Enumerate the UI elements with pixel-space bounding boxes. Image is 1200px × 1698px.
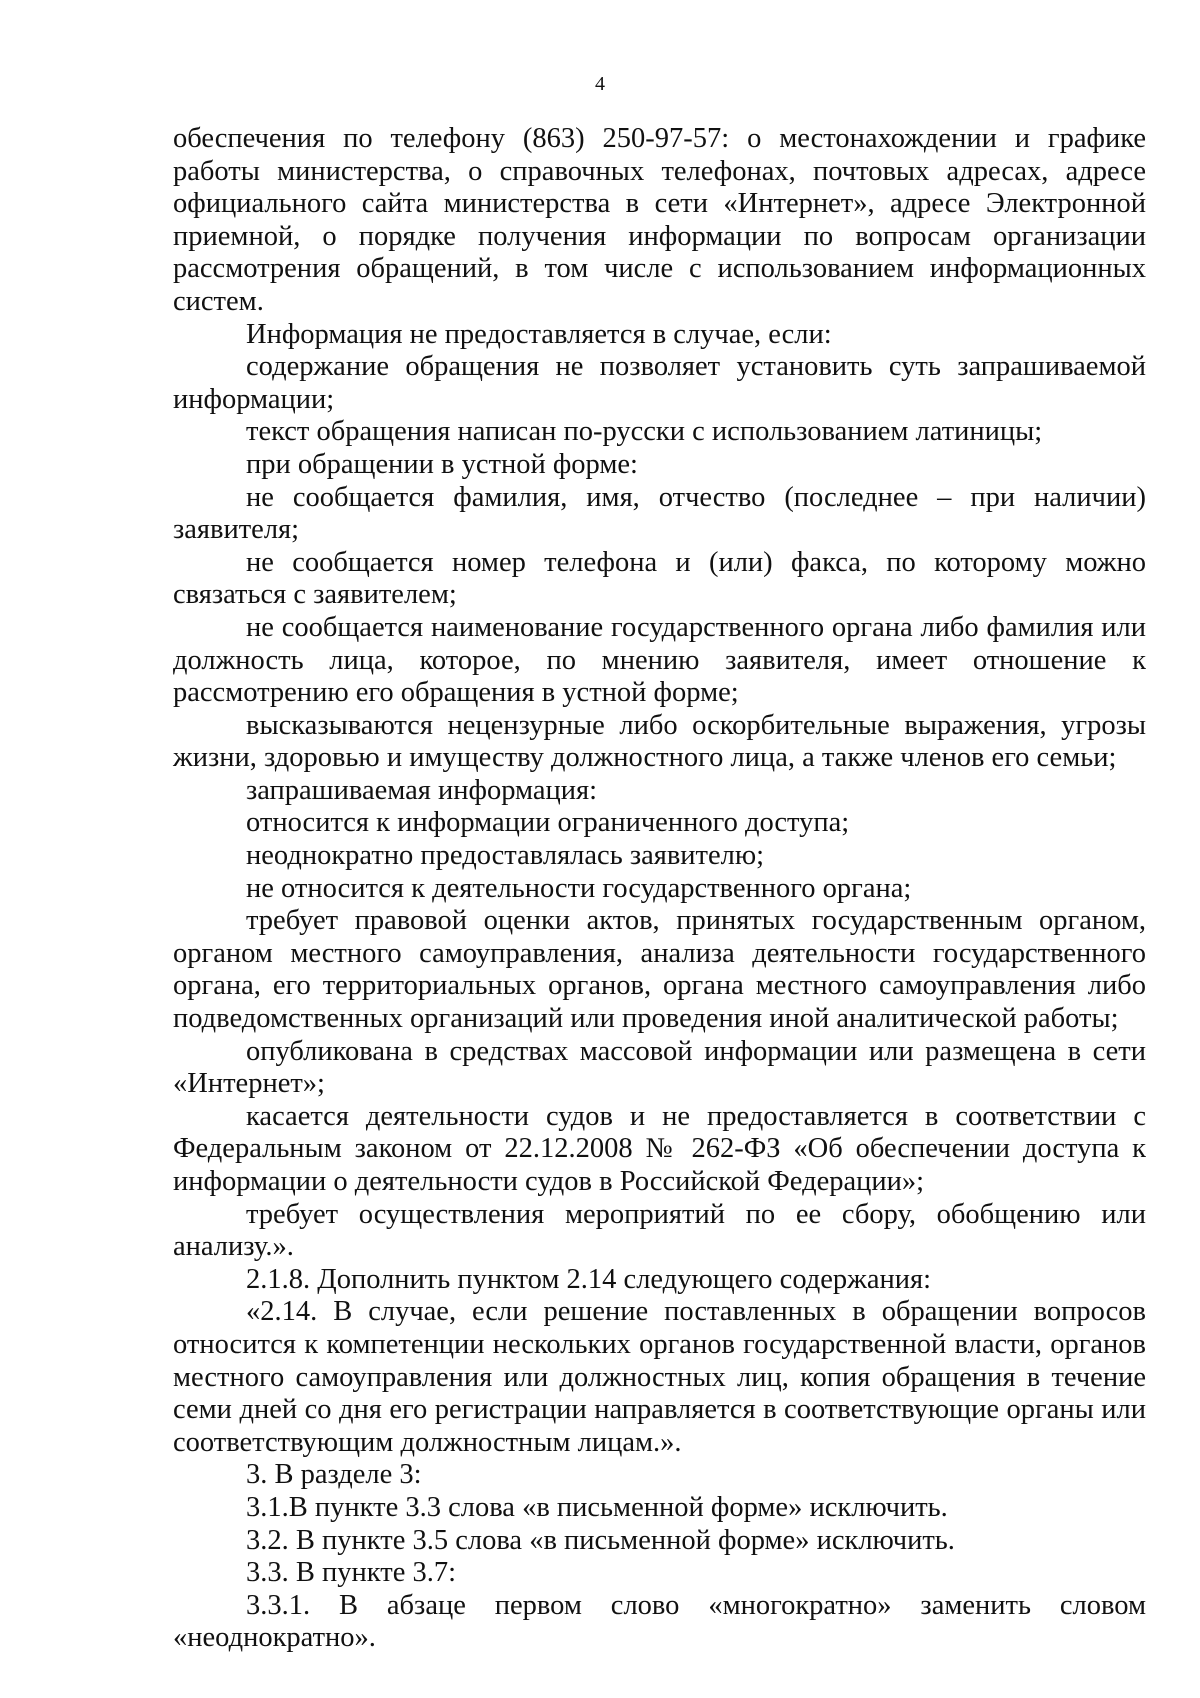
paragraph-offensive-language: высказываются нецензурные либо оскорбительные выражения, угрозы жизни, здоровью и имуществу должностного лица, а также членов его семьи; — [173, 709, 1146, 774]
paragraph-clause-3-3: 3.3. В пункте 3.7: — [246, 1557, 457, 1589]
paragraph-info-not-provided: Информация не предоставляется в случае, если: — [246, 318, 832, 350]
paragraph-restricted-access: относится к информации ограниченного доступа; — [246, 807, 850, 839]
paragraph-collection-analysis: требует осуществления мероприятий по ее сбору, обобщению или анализу.». — [173, 1198, 1146, 1263]
paragraph-legal-assessment: требует правовой оценки актов, принятых государственным органом, органом местного самоуправления, анализа деятельности государственного органа, его территориальных органов, органа местного самоуправления либо подведомственных организаций или проведения иной аналитической работы; — [173, 905, 1146, 1035]
paragraph-contacts-continuation: обеспечения по телефону (863) 250-97-57: о местонахождении и графике работы министерства, о справочных телефонах, почтовых адресах, адресе официального сайта министерства в сети «Интернет», адресе Электронной приемной, о порядке получения информации по вопросам организации рассмотрения обращений, в том числе с использованием информационных систем. — [173, 123, 1146, 317]
paragraph-no-phone: не сообщается номер телефона и (или) факса, по которому можно связаться с заявителем; — [173, 546, 1146, 611]
paragraph-requested-info: запрашиваемая информация: — [246, 774, 598, 806]
paragraph-latin-text: текст обращения написан по-русски с использованием латиницы; — [246, 416, 1043, 448]
paragraph-no-name: не сообщается фамилия, имя, отчество (последнее – при наличии) заявителя; — [173, 481, 1146, 546]
document-body — [173, 123, 1146, 1655]
page-number: 4 — [595, 73, 605, 95]
paragraph-clause-3-2: 3.2. В пункте 3.5 слова «в письменной форме» исключить. — [246, 1524, 955, 1556]
paragraph-clause-2-14: «2.14. В случае, если решение поставленных в обращении вопросов относится к компетенции нескольких органов государственной власти, органов местного самоуправления или должностных лиц, копия обращения в течение семи дней со дня его регистрации направляется в соответствующие органы или соответствующим должностным лицам.». — [173, 1296, 1146, 1458]
paragraph-clause-3-3-1: 3.3.1. В абзаце первом слово «многократно» заменить словом «неоднократно». — [173, 1589, 1146, 1654]
paragraph-section-3: 3. В разделе 3: — [246, 1459, 422, 1491]
paragraph-no-authority: не сообщается наименование государственного органа либо фамилия или должность лица, которое, по мнению заявителя, имеет отношение к рассмотрению его обращения в устной форме; — [173, 611, 1146, 709]
paragraph-oral-request: при обращении в устной форме: — [246, 448, 638, 480]
paragraph-published: опубликована в средствах массовой информации или размещена в сети «Интернет»; — [173, 1035, 1146, 1100]
paragraph-clause-2-1-8: 2.1.8. Дополнить пунктом 2.14 следующего содержания: — [246, 1263, 932, 1295]
paragraph-repeatedly-provided: неоднократно предоставлялась заявителю; — [246, 840, 765, 872]
paragraph-content-unclear: содержание обращения не позволяет установить суть запрашиваемой информации; — [173, 351, 1146, 415]
paragraph-courts: касается деятельности судов и не предоставляется в соответствии с Федеральным законом от 22.12.2008 № 262-ФЗ «Об обеспечении доступа к информации о деятельности судов в Российской Федерации»; — [173, 1100, 1146, 1197]
paragraph-clause-3-1: 3.1.В пункте 3.3 слова «в письменной форме» исключить. — [246, 1491, 948, 1523]
paragraph-not-related: не относится к деятельности государственного органа; — [246, 872, 912, 904]
